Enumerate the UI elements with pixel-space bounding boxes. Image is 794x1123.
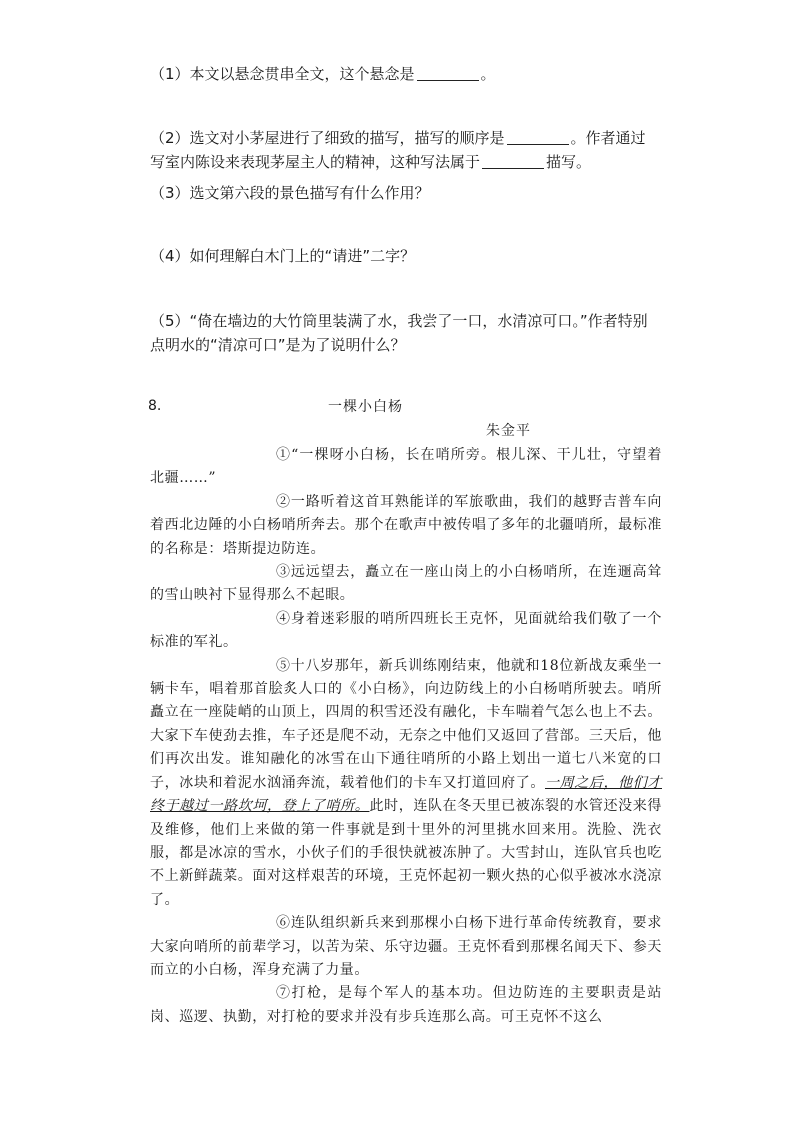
question-1-end: 。 bbox=[480, 65, 496, 83]
question-4: （4）如何理解白木门上的“请进”二字？ bbox=[150, 247, 416, 265]
paragraph-5 bbox=[150, 655, 662, 912]
paragraph-7: ⑦打枪，是每个军人的基本功。但边防连的主要职责是站岗、巡逻、执勤，对打枪的要求并没有步兵连那么高。可王克怀不这么 bbox=[150, 985, 662, 1025]
paragraph-4: ④身着迷彩服的哨所四班长王克怀，见面就给我们敬了一个标准的军礼。 bbox=[150, 610, 662, 651]
paragraph-5-text-1: ⑤十八岁那年，新兵训练刚结束，他就和18位新战友乘坐一辆卡车，唱着那首脍炙人口的《小白杨》，向边防线上的小白杨哨所驶去。哨所矗立在一座陡峭的山顶上，四周的积雪还没有融化，卡车喘着气怎么也上不去。大家下车使劲去推，车子还是爬不动，无奈之中他们又返回了营部。三天后，他们再次出发。谁知融化的冰雪在山下通往哨所的小路上划出一道七八米宽的口子，冰块和着泥水汹涌奔流，载着他们的卡车又打道回府了。 bbox=[150, 657, 662, 791]
paragraph-5-text-2: 此时，连队在冬天里已被冻裂的水管还没来得及维修，他们上来做的第一件事就是到十里外的河里挑水回来用。洗脸、洗衣服，都是冰凉的雪水，小伙子们的手很快就被冻肿了。大雪封山，连队官兵也吃不上新鲜蔬菜。面对这样艰苦的环境，王克怀起初一颗火热的心似乎被冰水浇凉了。 bbox=[150, 798, 663, 908]
paragraph-1: ①“一棵呀小白杨，长在哨所旁。根儿深、干儿壮，守望着北疆……” bbox=[150, 447, 662, 487]
paragraph-3: ③远远望去，矗立在一座山岗上的小白杨哨所，在连逦高耸的雪山映衬下显得那么不起眼。 bbox=[150, 564, 662, 604]
question-2-text-3: 描写。 bbox=[546, 153, 592, 171]
article-title: 一棵小白杨 bbox=[328, 399, 403, 415]
answer-blank bbox=[417, 64, 479, 81]
question-3: （3）选文第六段的景色描写有什么作用？ bbox=[150, 184, 430, 202]
question-2 bbox=[150, 126, 660, 174]
answer-blank bbox=[507, 128, 569, 145]
article-body bbox=[150, 444, 662, 1029]
question-number: 8. bbox=[148, 398, 162, 414]
question-1 bbox=[150, 62, 660, 86]
question-2-text-2: 。作者通过写室内陈设来表现茅屋主人的精神，这种写法属于 bbox=[150, 129, 646, 171]
paragraph-6: ⑥连队组织新兵来到那棵小白杨下进行革命传统教育，要求大家向哨所的前辈学习，以苦为荣、乐守边疆。王克怀看到那棵名闻天下、参天而立的小白杨，浑身充满了力量。 bbox=[150, 915, 662, 978]
underlined-sentence: 一周之后，他们才终于越过一路坎坷，登上了哨所。 bbox=[150, 774, 662, 815]
paragraph-2: ②一路听着这首耳熟能详的军旅歌曲，我们的越野吉普车向着西北边陲的小白杨哨所奔去。那个在歌声中被传唱了多年的北疆哨所，最标准的名称是：塔斯提边防连。 bbox=[150, 493, 662, 557]
article-author: 朱金平 bbox=[486, 423, 531, 439]
question-5: （5）“倚在墙边的大竹筒里装满了水，我尝了一口，水清凉可口。”作者特别点明水的“清凉可口”是为了说明什么？ bbox=[150, 312, 648, 354]
question-2-text-1: （2）选文对小茅屋进行了细致的描写，描写的顺序是 bbox=[150, 129, 505, 147]
answer-blank bbox=[482, 152, 544, 169]
question-1-text: （1）本文以悬念贯串全文，这个悬念是 bbox=[150, 65, 415, 83]
